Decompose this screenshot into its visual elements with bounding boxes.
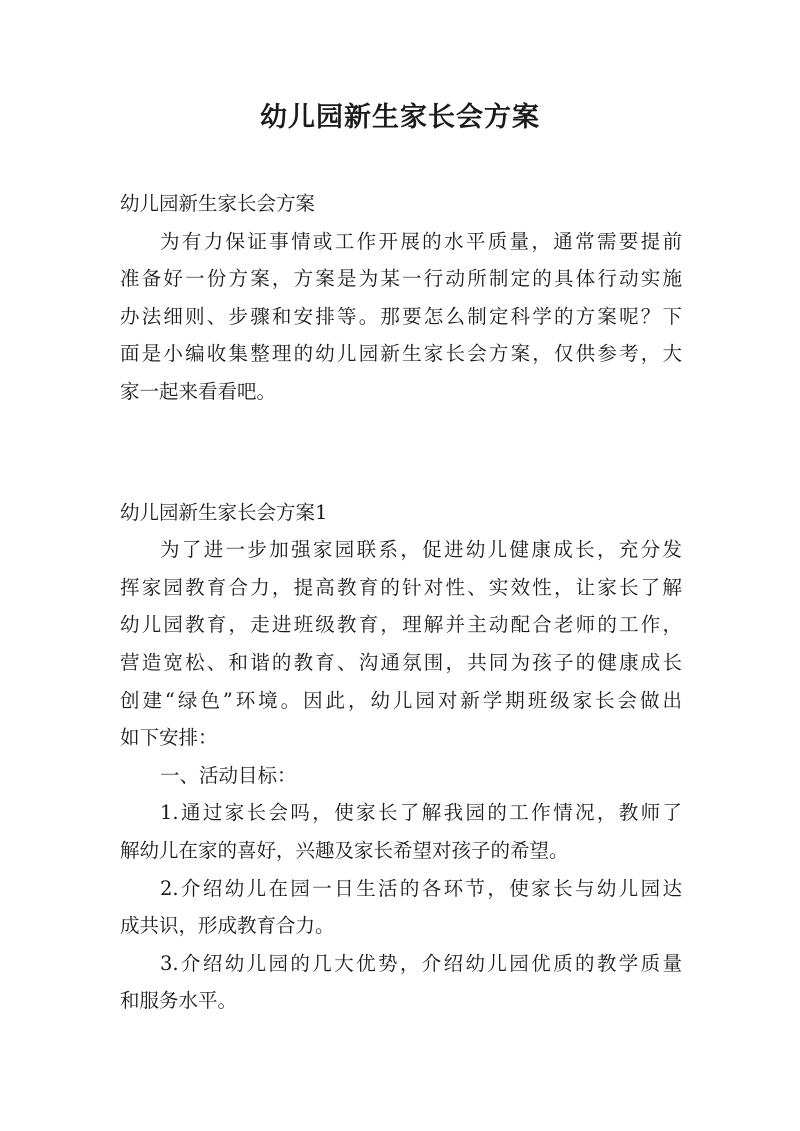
- goal-3-line: 3.介绍幼儿园的几大优势，介绍幼儿园优质的教学质量: [160, 951, 682, 975]
- section1-para-line: 创建“绿色”环境。因此，幼儿园对新学期班级家长会做出: [120, 688, 682, 712]
- goals-heading: 一、活动目标：: [160, 763, 297, 787]
- intro-line: 家一起来看看吧。: [120, 379, 277, 403]
- section1-para-line: 如下安排：: [120, 726, 218, 750]
- document-title: 幼儿园新生家长会方案: [260, 102, 540, 133]
- goal-2-line: 成共识，形成教育合力。: [120, 914, 335, 938]
- intro-line: 办法细则、步骤和安排等。那要怎么制定科学的方案呢？下: [120, 304, 682, 328]
- section1-heading: 幼儿园新生家长会方案1: [120, 500, 328, 524]
- goal-2-line: 2.介绍幼儿在园一日生活的各环节，使家长与幼儿园达: [160, 876, 682, 900]
- goal-3-line: 和服务水平。: [120, 989, 238, 1013]
- section-spacer: [120, 411, 682, 494]
- intro-line: 面是小编收集整理的幼儿园新生家长会方案，仅供参考，大: [120, 342, 682, 366]
- section1-para-line: 营造宽松、和谐的教育、沟通氛围，共同为孩子的健康成长: [120, 650, 682, 674]
- intro-heading: 幼儿园新生家长会方案: [120, 192, 316, 215]
- goal-1-line: 1.通过家长会吗，使家长了解我园的工作情况，教师了: [160, 801, 682, 825]
- section1-para-line: 为了进一步加强家园联系，促进幼儿健康成长，充分发: [160, 538, 682, 562]
- section1-para-line: 幼儿园教育，走进班级教育，理解并主动配合老师的工作，: [120, 613, 682, 637]
- goal-1-line: 解幼儿在家的喜好，兴趣及家长希望对孩子的希望。: [120, 838, 569, 862]
- section1-para-line: 挥家园教育合力，提高教育的针对性、实效性，让家长了解: [120, 575, 682, 599]
- document-body: [120, 185, 682, 1020]
- intro-line: 准备好一份方案，方案是为某一行动所制定的具体行动实施: [120, 267, 682, 291]
- intro-line: 为有力保证事情或工作开展的水平质量，通常需要提前: [160, 229, 682, 253]
